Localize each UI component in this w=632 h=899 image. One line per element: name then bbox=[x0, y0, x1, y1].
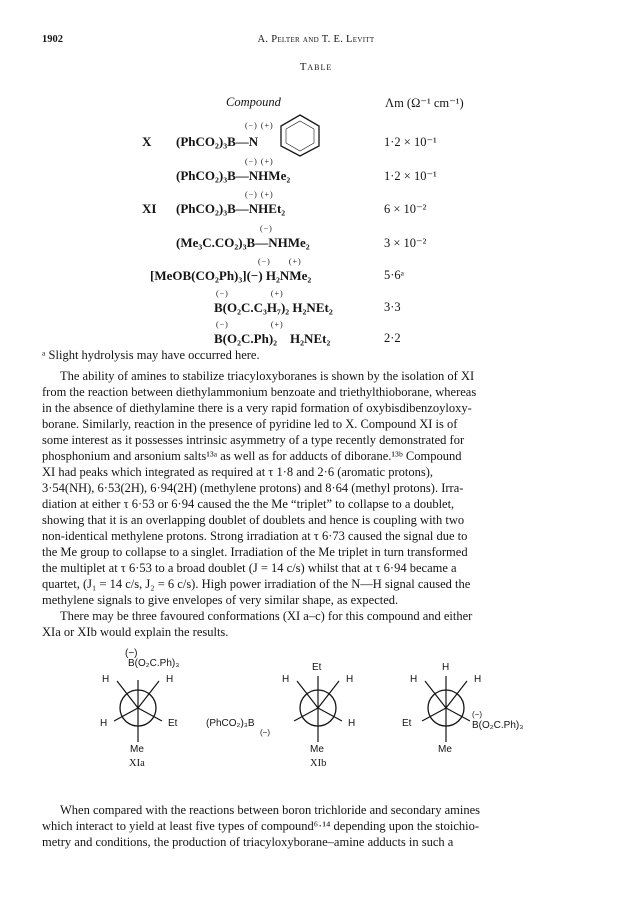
table-row-label: XI bbox=[142, 201, 157, 216]
newman-label: Et bbox=[168, 718, 178, 729]
text-line: the multiplet at τ 6·53 to a broad doublet (J = 14 c/s) whilst that at τ 6·94 became a bbox=[42, 561, 457, 575]
text-line: some interest as it possesses intrinsic asymmetry of a type recently demonstrated for bbox=[42, 433, 465, 447]
table-row-value: 3·3 bbox=[384, 300, 401, 314]
table-row-formula: (PhCO₂)₃B—NHMe₂ bbox=[176, 168, 291, 183]
newman-label: Et bbox=[402, 718, 412, 729]
column-header-conductivity: Λm (Ω⁻¹ cm⁻¹) bbox=[385, 96, 464, 110]
text-line: quartet, (J₁ = 14 c/s, J₂ = 6 c/s). High power irradiation of the N—H signal caused the bbox=[42, 577, 471, 591]
newman-label: Me bbox=[438, 744, 452, 755]
body-paragraph-3 bbox=[42, 802, 598, 850]
newman-label: Me bbox=[310, 744, 324, 755]
table-row-charges: (−) (+) bbox=[216, 320, 284, 329]
table-row-charges: (−) (+) bbox=[245, 121, 274, 130]
running-header-authors: A. Pelter and T. E. Levitt bbox=[257, 34, 375, 45]
text-line: borane. Similarly, reaction in the presence of pyridine led to X. Compound XI is of bbox=[42, 417, 458, 431]
text-line: phosphonium and arsonium salts¹³ᵃ as well as for adducts of diborane.¹³ᵇ Compound bbox=[42, 449, 462, 463]
newman-label: H bbox=[348, 718, 356, 729]
newman-projection-XIb bbox=[200, 648, 370, 788]
table-footnote: ᵃ Slight hydrolysis may have occurred here. bbox=[42, 348, 260, 362]
text-line: There may be three favoured conformations (XI a–c) for this compound and either bbox=[60, 609, 473, 623]
table-row-formula: (Me₃C.CO₂)₃B—NHMe₂ bbox=[176, 235, 310, 250]
table-row-charges: (−) (+) bbox=[258, 257, 302, 266]
newman-label: Me bbox=[130, 744, 144, 755]
newman-xic-drawing bbox=[388, 648, 588, 788]
body-paragraph-1 bbox=[42, 368, 598, 608]
newman-label: (−) bbox=[125, 648, 138, 659]
table-row-charges: (−) (+) bbox=[216, 289, 284, 298]
body-paragraph-2 bbox=[42, 608, 598, 640]
text-line: XIa or XIb would explain the results. bbox=[42, 625, 229, 639]
text-line: in the absence of diethylamine there is a very rapid formation of oxybisdibenzoyloxy- bbox=[42, 401, 472, 415]
table-row-value: 5·6ᵃ bbox=[384, 268, 405, 282]
table-row-value: 6 × 10⁻² bbox=[384, 202, 427, 216]
newman-label: (PhCO₂)₃B bbox=[206, 718, 255, 729]
table-row-value: 2·2 bbox=[384, 331, 401, 345]
column-header-compound: Compound bbox=[226, 95, 281, 109]
newman-label: B(O₂C.Ph)₃ bbox=[128, 658, 180, 669]
pyridine-ring-icon bbox=[275, 112, 325, 158]
text-line: 3·54(NH), 6·53(2H), 6·94(2H) (methylene protons) and 8·64 (methyl protons). Irra- bbox=[42, 481, 464, 495]
table-row-charges: (−) bbox=[260, 224, 273, 233]
text-line: the Me group to collapse to a singlet. Irradiation of the Me triplet in turn transformed bbox=[42, 545, 468, 559]
newman-caption: XIb bbox=[310, 758, 327, 769]
text-line: showing that it is an overlapping doublet of doublets and hence is coupling with two bbox=[42, 513, 465, 527]
table-row-label: X bbox=[142, 134, 152, 149]
newman-label: (−) bbox=[472, 710, 482, 719]
table-row-charges: (−) (+) bbox=[245, 190, 274, 199]
text-line: When compared with the reactions between boron trichloride and secondary amines bbox=[60, 803, 480, 817]
text-line: diation at either τ 6·53 or 6·94 caused the the Me “triplet” to collapse to a doublet, bbox=[42, 497, 455, 511]
newman-label: H bbox=[410, 674, 418, 685]
newman-label: H bbox=[474, 674, 482, 685]
table-row-formula: (PhCO₂)₃B—NHEt₂ bbox=[176, 201, 286, 216]
newman-label: H bbox=[166, 674, 174, 685]
table-row-charges: (−) (+) bbox=[245, 157, 274, 166]
table-row-formula: B(O₂C.C₃H₇)₂ H₂NEt₂ bbox=[214, 300, 333, 315]
text-line: methylene signals to give envelopes of very similar shape, as expected. bbox=[42, 593, 399, 607]
newman-caption: XIa bbox=[129, 758, 145, 769]
newman-label: H bbox=[282, 674, 290, 685]
newman-label: H bbox=[100, 718, 108, 729]
newman-label: Et bbox=[312, 662, 322, 673]
table-row-formula: [MeOB(CO₂Ph)₃](−) H₂NMe₂ bbox=[150, 268, 312, 283]
newman-label: H bbox=[102, 674, 110, 685]
table-title: Table bbox=[299, 61, 333, 73]
table-row-value: 3 × 10⁻² bbox=[384, 236, 427, 250]
newman-label: (−) bbox=[260, 728, 270, 737]
newman-projection-XIc bbox=[388, 648, 588, 788]
table-row-formula: (PhCO₂)₃B—N bbox=[176, 134, 259, 149]
text-line: from the reaction between diethylammonium benzoate and triethylthioborane, whereas bbox=[42, 385, 477, 399]
newman-label: H bbox=[346, 674, 354, 685]
text-line: The ability of amines to stabilize triacyloxyboranes is shown by the isolation of XI bbox=[60, 369, 475, 383]
newman-label: B(O₂C.Ph)₃ bbox=[472, 720, 524, 731]
table-row-value: 1·2 × 10⁻¹ bbox=[384, 135, 437, 149]
text-line: XI had peaks which integrated as required at τ 1·8 and 2·6 (aromatic protons), bbox=[42, 465, 433, 479]
newman-label: H bbox=[442, 662, 450, 673]
text-line: metry and conditions, the production of triacyloxyborane–amine adducts in such a bbox=[42, 835, 454, 849]
text-line: non-identical methylene protons. Strong irradiation at τ 6·73 caused the signal due to bbox=[42, 529, 468, 543]
table-row-value: 1·2 × 10⁻¹ bbox=[384, 169, 437, 183]
text-line: which interact to yield at least five types of compound⁶·¹⁴ depending upon the stoichio- bbox=[42, 819, 480, 833]
newman-projections-figure bbox=[0, 648, 632, 788]
page-number: 1902 bbox=[42, 34, 63, 45]
table-row-formula: B(O₂C.Ph)₂ H₂NEt₂ bbox=[214, 331, 331, 346]
